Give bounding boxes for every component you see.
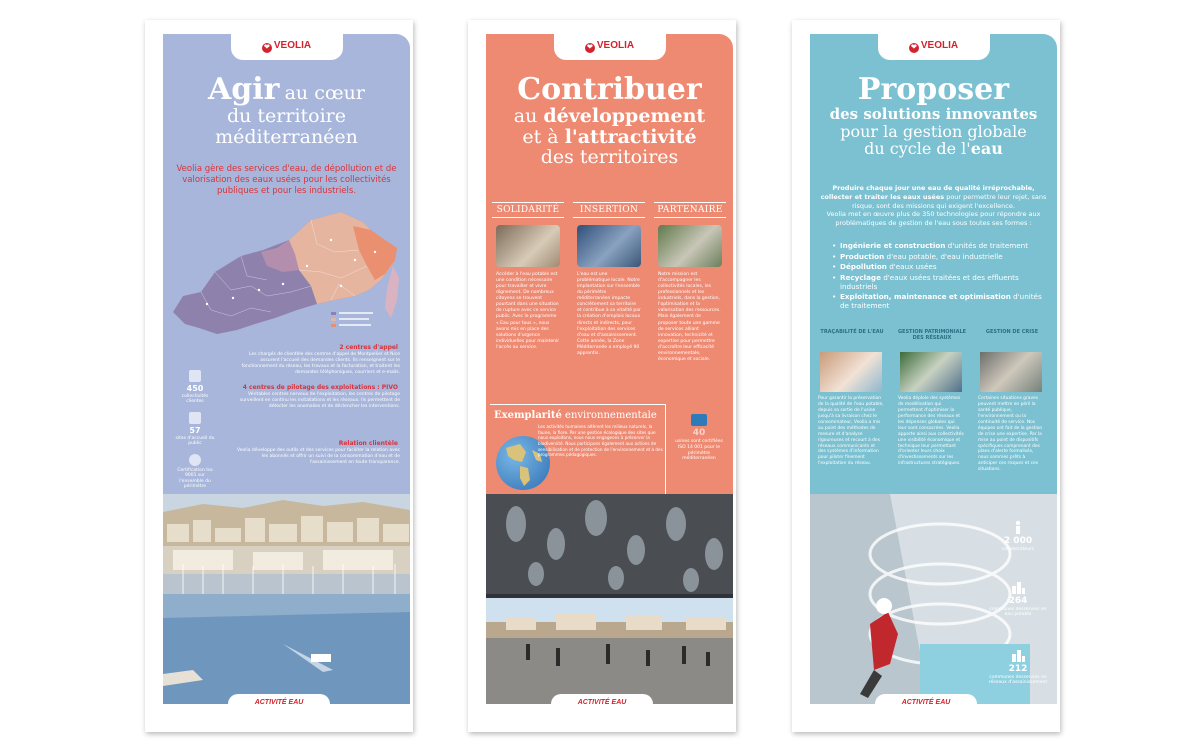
logo-tab (878, 34, 990, 60)
services-list (832, 242, 1047, 312)
veolia-mark-icon: ❤ (262, 43, 272, 53)
section-title-pivo: 4 centres de pilotage des exploitations : PIVO (242, 384, 398, 391)
people-icon (189, 412, 201, 424)
veolia-mark-icon: ❤ (585, 43, 595, 53)
column-heading-solidarite: SOLIDARITÉ (492, 202, 564, 218)
photo-partenaire (658, 225, 722, 267)
building-icon (189, 370, 201, 382)
section-title-relation: Relation clientèle (338, 440, 398, 447)
photo-tracabilite (820, 352, 882, 392)
veolia-mark-icon: ❤ (909, 43, 919, 53)
footer-tab: ACTIVITÉ EAU (875, 694, 977, 710)
subcol-heading-gestion-crise: GESTION DE CRISE (985, 329, 1039, 335)
column-text-partenaire: Notre mission est d'accompagner les collectivités locales, les professionnels et les industriels, dans la gestion, l'optimisation et la valorisation des ressources. Mais également de proposer toute une gamme de services alliant innovation, technicité et expertise pour permettre d'accroître leur efficacité environnementale, économique et sociale. (658, 272, 721, 362)
veolia-logo: ❤ VEOLIA (554, 40, 666, 53)
title-line2: du territoire méditerranéen (215, 105, 358, 148)
column-heading-insertion: INSERTION (573, 202, 645, 218)
subcol-text-gestion-reseaux: Veolia déploie des systèmes de modélisation qui permettent d'optimiser la performance des réseaux et les dépenses globales qui leur sont consacrées. Veolia apporte ainsi aux collectivités une visibilité économique et technique leur permettant d'orienter leurs choix d'investissements sur les infrastructures stratégiques. (898, 396, 964, 467)
section-title-call-centers: 2 centres d'appel (339, 344, 398, 351)
list-item: • Recyclage d'eaux usées traitées et des effluents industriels (832, 274, 1047, 291)
stat-iso: Certification Iso 9001 sur l'ensemble du périmètre (175, 454, 215, 490)
factory-icon (691, 414, 707, 426)
stat-communes-assainissement: 212 communes desservies en réseaux d'assainissement (988, 648, 1048, 686)
exemplarity-title: Exemplarité environnementale (494, 410, 657, 421)
list-item: • Dépollution d'eaux usées (832, 263, 1047, 272)
column-heading-partenaire: PARTENAIRE (654, 202, 726, 218)
poster-title: Proposer des solutions innovantes pour la gestion globale du cycle de l'eau (818, 74, 1049, 157)
poster-title (171, 74, 402, 147)
veolia-logo: ❤ VEOLIA (231, 40, 343, 53)
photo-marseille-port (163, 494, 410, 704)
stat-sites: 57 sites d'accueil du public (175, 412, 215, 446)
subcol-heading-tracabilite: TRAÇABILITÉ DE L'EAU (820, 329, 884, 335)
title-rest: au cœur (284, 82, 365, 104)
subcol-text-tracabilite: Pour garantir la préservation de la qualité de l'eau potable, depuis sa sortie de l'usine jusqu'à sa livraison chez le consommateur, Veolia a mis au point des méthodes de mesure et d'analyse rigoureuses et recourt à des réseaux communicants et des systèmes d'information pour piloter finement l'exploitation du réseau. (818, 396, 884, 467)
photo-gestion-crise (980, 352, 1042, 392)
city-icon (1011, 648, 1025, 662)
poster-proposer (792, 20, 1060, 732)
stat-collaborateurs: 2 000 collaborateurs (988, 520, 1048, 552)
poster-title: Contribuer au développement et à l'attractivité des territoires (494, 74, 725, 168)
section-text-call-centers: Les chargés de clientèle des centres d'appel de Montpellier et Nice assurent l'accueil des demandes clients. Ils renseignent sur le fonctionnement du réseau, les travaux et la facturation, et traitent les demandes téléphoniques, courriers et e-mails. (241, 352, 400, 376)
subcol-text-gestion-crise: Certaines situations graves peuvent mettre en péril la santé publique, l'environnement ou la continuité de service. Nos équipes ont fait de la gestion de crise une expertise. Par la mise au point de dispositifs spécifiques comprenant des plans d'alerte formalisés, nous sommes prêts à anticiper ces risques et ces situations. (978, 396, 1043, 473)
subcol-heading-gestion-reseaux: GESTION PATRIMONIALE DES RÉSEAUX (897, 329, 967, 341)
list-item: • Exploitation, maintenance et optimisation d'unités de traitement (832, 293, 1047, 310)
photo-vieux-port-ombriere (486, 494, 733, 704)
exemplarity-text: Les activités humaines altèrent les milieux naturels, la faune, la flore. Par une gestion écologique des sites que nous exploitons, nous nous engageons à préserver la biodiversité. Nous participons également aux actions de sensibilisation et de protection de l'environnement et à des programmes pédagogiques. (538, 424, 663, 458)
veolia-logo: ❤ VEOLIA (878, 40, 990, 53)
list-item: • Ingénierie et construction d'unités de traitement (832, 242, 1047, 251)
map-corsica (385, 266, 399, 318)
title-big: Contribuer (517, 72, 702, 107)
logo-tab (554, 34, 666, 60)
photo-gestion-reseaux (900, 352, 962, 392)
map-legend (331, 312, 373, 327)
title-big: Proposer (857, 72, 1010, 107)
ombriere-illustration (486, 494, 733, 704)
iso-certified-stat: 40 usines sont certifiées ISO 14 001 pour le périmètre méditerranéen (671, 414, 727, 462)
intro-text: Veolia gère des services d'eau, de dépollution et de valorisation des eaux usées pour les collectivités publiques et pour les industriels. (176, 164, 397, 197)
footer-tab: ACTIVITÉ EAU (551, 694, 653, 710)
intro-text: Produire chaque jour une eau de qualité irréprochable, collecter et traiter les eaux usées pour permettre leur rejet, sans risque, sont des missions qui exigent l'excellence. Veolia met en œuvre plus de 350 technologies pour répondre aux problématiques de gestion de l'eau sous toutes ses formes : (820, 184, 1047, 228)
poster-agir-body (163, 34, 410, 497)
poster-proposer-body (810, 34, 1057, 497)
footer-tab: ACTIVITÉ EAU (228, 694, 330, 710)
region-map (171, 200, 403, 340)
certification-seal-icon (189, 454, 201, 466)
city-icon (1011, 580, 1025, 594)
title-big: Agir (208, 72, 280, 107)
port-illustration (163, 494, 410, 704)
poster-contribuer (468, 20, 736, 732)
section-text-relation: Veolia développe des outils et des services pour faciliter la relation avec les abonnés et offrir un suivi de la consommation d'eau et de l'assainissement en toute transparence. (236, 448, 400, 466)
poster-agir (145, 20, 413, 732)
logo-tab (231, 34, 343, 60)
photo-solidarite (496, 225, 560, 267)
photo-insertion (577, 225, 641, 267)
list-item: • Production d'eau potable, d'eau industrielle (832, 253, 1047, 262)
stat-collectivites: 450 collectivités clientes (175, 370, 215, 404)
poster-contribuer-body (486, 34, 733, 497)
column-text-solidarite: Accéder à l'eau potable est une condition nécessaire pour travailler et vivre dignement. De nombreux citoyens se trouvent pourtant dans une situation de rupture avec ce service public. Avec le programme « Eau pour tous », nous avons mis en place des solutions d'urgence individuelles pour maintenir l'accès au service. (496, 272, 560, 350)
section-text-pivo: Véritables centres nerveux de l'exploitation, les centres de pilotage surveillent en continu les installations et les réseaux. Ils permettent de détecter les anomalies et de déclencher les interventions. (239, 392, 400, 410)
stat-communes-eau: 264 communes desservies en eau potable (988, 580, 1048, 618)
person-icon (1011, 520, 1025, 534)
column-text-insertion: L'eau est une problématique locale. Notre implantation sur l'ensemble du périmètre méditerranéen impacte concrètement sa territoire et contribue à sa vitalité par la création d'emplois locaux directs et indirects, pour l'exploitation des services d'eau et d'assainissement. Cette année, la Zone Méditerranée a employé 90 apprentis. (577, 272, 641, 356)
